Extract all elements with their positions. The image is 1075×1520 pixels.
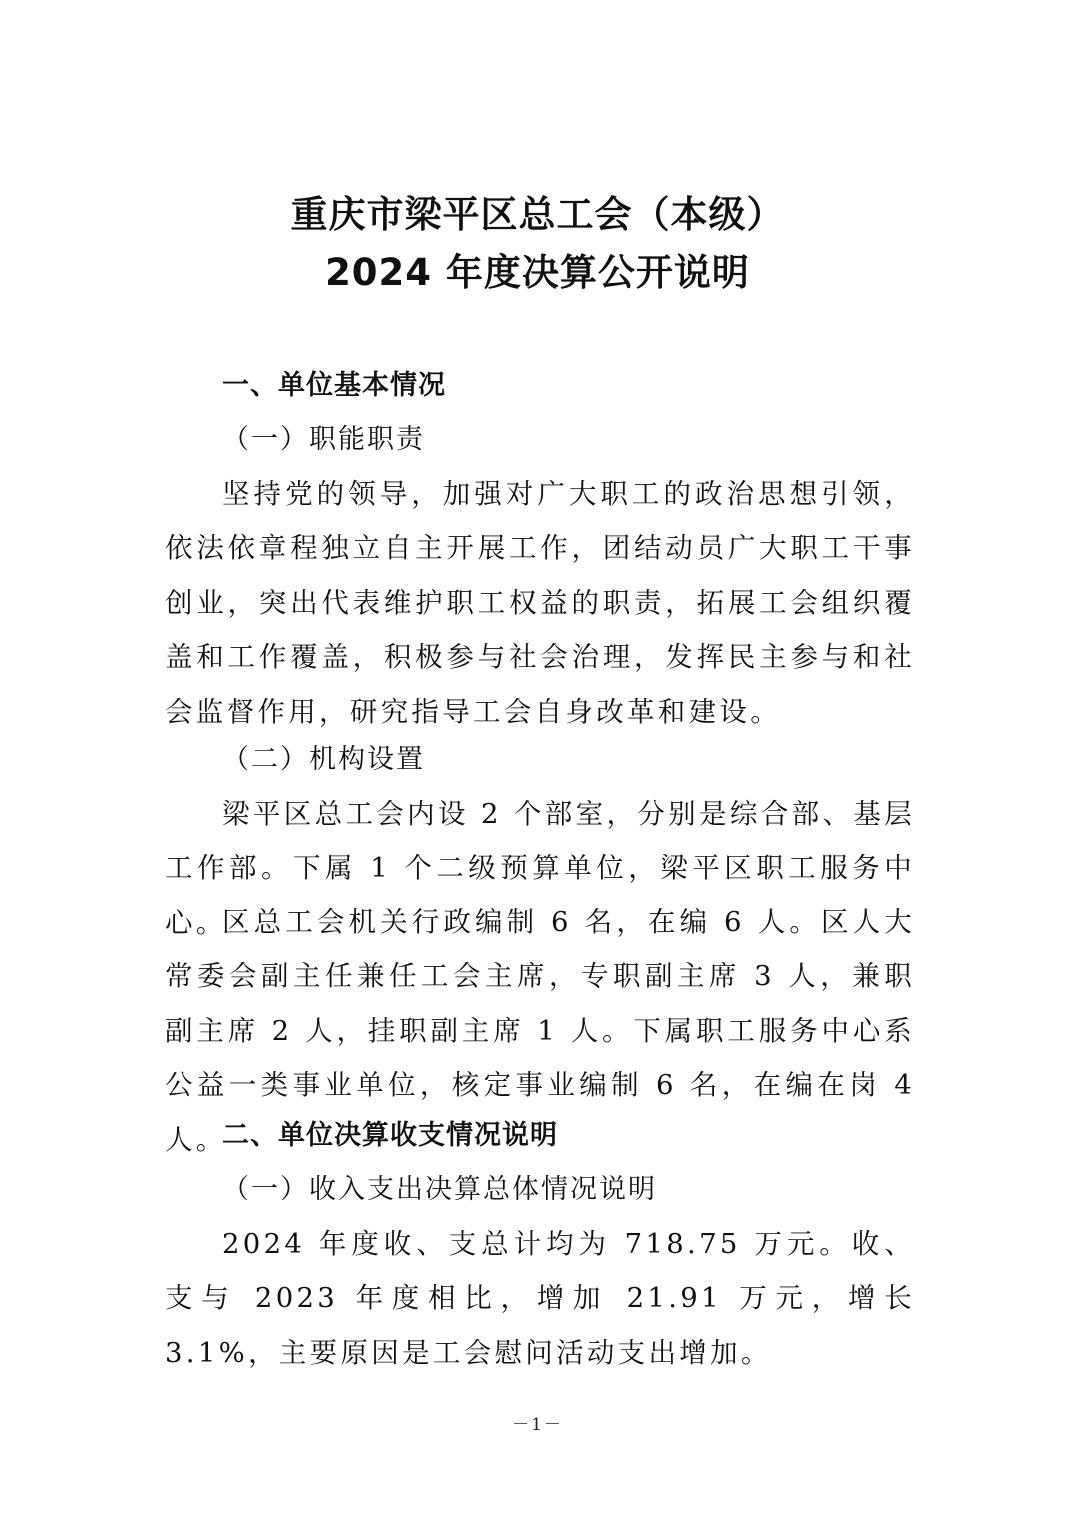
section1-heading: 一、单位基本情况 bbox=[222, 370, 446, 401]
section1-sub1-paragraph: 坚持党的领导，加强对广大职工的政治思想引领，依法依章程独立自主开展工作，团结动员广大职工干事创业，突出代表维护职工权益的职责，拓展工会组织覆盖和工作覆盖，积极参与社会治理，发挥民主参与和社会监督作用，研究指导工会自身改革和建设。 bbox=[165, 478, 915, 728]
section1-sub2-heading: （二）机构设置 bbox=[222, 744, 425, 775]
section1-sub1-heading: （一）职能职责 bbox=[222, 424, 425, 455]
document-title-line2: 2024 年度决算公开说明 bbox=[325, 251, 750, 294]
section2-heading: 二、单位决算收支情况说明 bbox=[222, 1120, 558, 1151]
section1-sub2-paragraph1: 梁平区总工会内设 2 个部室，分别是综合部、基层工作部。下属 1 个二级预算单位，梁平区职工服务中心。 bbox=[165, 798, 915, 939]
document-title-line1: 重庆市梁平区总工会（本级） bbox=[290, 193, 785, 236]
section2-sub1-heading: （一）收入支出决算总体情况说明 bbox=[222, 1174, 657, 1205]
section1-sub2-paragraph2: 区总工会机关行政编制 6 名，在编 6 人。区人大常委会副主任兼任工会主席，专职副主席 3 人，兼职副主席 2 人，挂职副主席 1 人。下属职工服务中心系公益一类事业单位，核定事业编制 6 名，在编在岗 4 人。 bbox=[165, 906, 915, 1156]
section2-sub1-paragraph: 2024 年度收、支总计均为 718.75 万元。收、支与 2023 年度相比，增加 21.91 万元，增长 3.1%，主要原因是工会慰问活动支出增加。 bbox=[165, 1228, 915, 1369]
page-number: －1－ bbox=[512, 1415, 563, 1435]
